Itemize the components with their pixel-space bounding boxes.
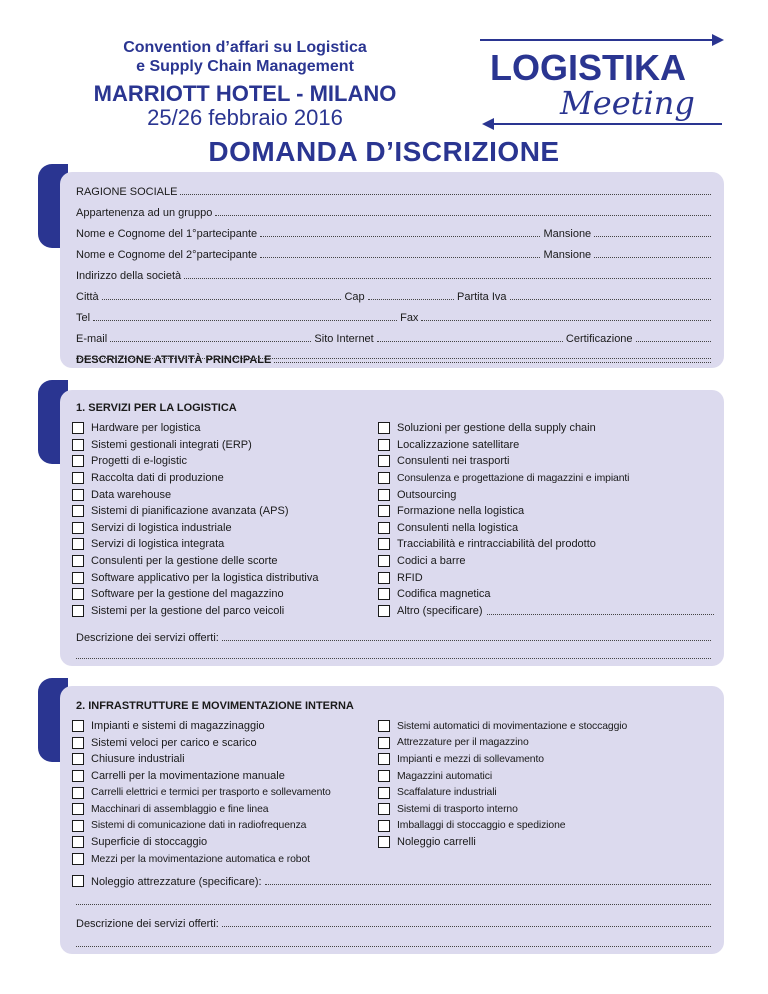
checkbox-box[interactable]	[378, 489, 390, 501]
checkbox-box[interactable]	[378, 455, 390, 467]
checkbox-box[interactable]	[72, 455, 84, 467]
checkbox-box[interactable]	[378, 538, 390, 550]
checkbox-item-sistemi-di-pianificazione-avanzata-aps[interactable]	[72, 503, 318, 520]
checkbox-label: Data warehouse	[91, 488, 172, 501]
checkbox-label: Servizi di logistica industriale	[91, 521, 232, 534]
checkbox-item-sistemi-per-la-gestione-del-parco-veicol[interactable]	[72, 603, 318, 620]
checkbox-item-formazione-nella-logistica[interactable]	[378, 503, 714, 520]
label-sito: Sito Internet	[314, 333, 374, 345]
section2-noleggio-field[interactable]	[72, 872, 714, 888]
checkbox-box[interactable]	[378, 787, 390, 799]
registration-panel	[60, 172, 724, 368]
checkbox-box[interactable]	[378, 836, 390, 848]
checkbox-box[interactable]	[72, 820, 84, 832]
checkbox-box[interactable]	[72, 737, 84, 749]
checkbox-item-progetti-di-e-logistic[interactable]	[72, 453, 318, 470]
event-hotel: MARRIOTT HOTEL - MILANO	[93, 81, 397, 106]
checkbox-box[interactable]	[378, 472, 390, 484]
section1-right-column	[378, 420, 714, 619]
label-indirizzo: Indirizzo della società	[76, 270, 182, 282]
checkbox-label: Consulenti nella logistica	[397, 521, 519, 534]
checkbox-item-raccolta-dati-di-produzione[interactable]	[72, 470, 318, 487]
checkbox-item-sistemi-di-comunicazione-dati-in-radiofr[interactable]	[72, 818, 331, 835]
checkbox-box[interactable]	[378, 572, 390, 584]
section1-panel	[60, 390, 724, 666]
label-partita-iva: Partita Iva	[457, 291, 507, 303]
checkbox-item-consulenza-e-progettazione-di-magazzini-[interactable]	[378, 470, 714, 487]
checkbox-label: Noleggio carrelli	[397, 836, 476, 849]
logistika-meeting-logo	[478, 28, 728, 138]
checkbox-box[interactable]	[72, 572, 84, 584]
section2-noleggio-line[interactable]	[76, 892, 714, 908]
event-subtitle-line1: Convention d’affari su Logistica	[123, 39, 367, 56]
checkbox-box[interactable]	[378, 439, 390, 451]
checkbox-item-sistemi-automatici-di-movimentazione-e-s[interactable]	[378, 718, 627, 735]
checkbox-item-sistemi-di-trasporto-interno[interactable]	[378, 801, 627, 818]
checkbox-item-consulenti-nella-logistica[interactable]	[378, 520, 714, 537]
checkbox-label: Scaffalature industriali	[397, 787, 497, 799]
checkbox-label: Macchinari di assemblaggio e fine linea	[91, 803, 269, 815]
label-citta: Città	[76, 291, 99, 303]
checkbox-item-carrelli-elettrici-e-termici-per-traspor[interactable]	[72, 784, 331, 801]
checkbox-item-tracciabilita-e-rintracciabilita-del-pro[interactable]	[378, 536, 714, 553]
checkbox-box[interactable]	[378, 422, 390, 434]
altro-fill-line[interactable]	[487, 613, 714, 615]
checkbox-box[interactable]	[72, 489, 84, 501]
section1-left-column	[72, 420, 318, 619]
checkbox-item-codifica-magnetica[interactable]	[378, 586, 714, 603]
checkbox-item-hardware-per-logistica[interactable]	[72, 420, 318, 437]
checkbox-item-outsourcing[interactable]	[378, 486, 714, 503]
section2-left-column	[72, 718, 331, 867]
checkbox-item-imballaggi-di-stoccaggio-e-spedizione[interactable]	[378, 818, 627, 835]
checkbox-item-consulenti-per-la-gestione-delle-scorte[interactable]	[72, 553, 318, 570]
checkbox-box[interactable]	[72, 753, 84, 765]
checkbox-label: Progetti di e-logistic	[91, 455, 187, 468]
checkbox-label: Sistemi veloci per carico e scarico	[91, 736, 257, 749]
checkbox-label: RFID	[397, 571, 423, 584]
checkbox-item-mezzi-per-la-movimentazione-automatica-e[interactable]	[72, 851, 331, 868]
checkbox-label: Raccolta dati di produzione	[91, 472, 224, 485]
label-fax: Fax	[400, 312, 419, 324]
checkbox-box[interactable]	[72, 439, 84, 451]
checkbox-label: Mezzi per la movimentazione automatica e robot	[91, 853, 310, 865]
field-citta-cap-iva[interactable]	[76, 287, 714, 303]
checkbox-box[interactable]	[378, 803, 390, 815]
checkbox-box[interactable]	[378, 555, 390, 567]
checkbox-item-servizi-di-logistica-industriale[interactable]	[72, 520, 318, 537]
checkbox-item-codici-a-barre[interactable]	[378, 553, 714, 570]
checkbox-box[interactable]	[72, 522, 84, 534]
checkbox-item-rfid[interactable]	[378, 569, 714, 586]
checkbox-box[interactable]	[378, 753, 390, 765]
section1-descrizione-line[interactable]	[76, 646, 714, 662]
checkbox-box[interactable]	[72, 803, 84, 815]
checkbox-label: Codici a barre	[397, 555, 466, 568]
label-tel: Tel	[76, 312, 91, 324]
field-partecipante-1[interactable]	[76, 224, 714, 240]
checkbox-box[interactable]	[72, 836, 84, 848]
field-email-sito-cert[interactable]	[76, 329, 714, 345]
checkbox-box[interactable]	[72, 720, 84, 732]
logo-script: Meeting	[560, 84, 695, 122]
checkbox-item-chiusure-industriali[interactable]	[72, 751, 331, 768]
checkbox-noleggio-attrezzature[interactable]	[72, 875, 84, 887]
checkbox-box[interactable]	[72, 787, 84, 799]
checkbox-box[interactable]	[72, 538, 84, 550]
field-indirizzo[interactable]	[76, 266, 714, 282]
checkbox-item-macchinari-di-assemblaggio-e-fine-linea[interactable]	[72, 801, 331, 818]
checkbox-label: Codifica magnetica	[397, 588, 491, 601]
checkbox-label: Imballaggi di stoccaggio e spedizione	[397, 820, 566, 832]
checkbox-box[interactable]	[72, 853, 84, 865]
checkbox-box[interactable]	[378, 588, 390, 600]
checkbox-label: Magazzini automatici	[397, 770, 493, 782]
checkbox-item-attrezzature-per-il-magazzino[interactable]	[378, 735, 627, 752]
checkbox-label: Consulenti per la gestione delle scorte	[91, 555, 278, 568]
label-partecipante-2: Nome e Cognome del 2°partecipante	[76, 249, 258, 261]
checkbox-item-altro[interactable]	[378, 603, 714, 620]
checkbox-label: Attrezzature per il magazzino	[397, 737, 529, 749]
event-subtitle-line2: e Supply Chain Management	[136, 58, 354, 75]
section2-descrizione-line[interactable]	[76, 934, 714, 950]
section2-right-column	[378, 718, 627, 851]
field-gruppo[interactable]	[76, 203, 714, 219]
checkbox-item-scaffalature-industriali[interactable]	[378, 784, 627, 801]
checkbox-label: Formazione nella logistica	[397, 505, 525, 518]
checkbox-box[interactable]	[72, 588, 84, 600]
section2-noleggio-label: Noleggio attrezzature (specificare):	[91, 876, 262, 888]
checkbox-label: Servizi di logistica integrata	[91, 538, 225, 551]
checkbox-label: Sistemi automatici di movimentazione e stoccaggio	[397, 720, 628, 732]
label-mansione-1: Mansione	[543, 228, 592, 240]
checkbox-box[interactable]	[72, 555, 84, 567]
label-email: E-mail	[76, 333, 108, 345]
checkbox-box[interactable]	[378, 820, 390, 832]
checkbox-item-superficie-di-stoccaggio[interactable]	[72, 834, 331, 851]
checkbox-item-noleggio-carrelli[interactable]	[378, 834, 627, 851]
checkbox-label: Sistemi di comunicazione dati in radiofrequenza	[91, 820, 307, 832]
label-descrizione-attivita: DESCRIZIONE ATTIVITÀ PRINCIPALE	[76, 354, 272, 366]
label-cap: Cap	[344, 291, 365, 303]
checkbox-label: Soluzioni per gestione della supply chain	[397, 422, 596, 435]
checkbox-item-sistemi-gestionali-integrati-erp[interactable]	[72, 437, 318, 454]
checkbox-box[interactable]	[378, 720, 390, 732]
checkbox-label: Consulenza e progettazione di magazzini e impianti	[397, 472, 630, 484]
checkbox-item-localizzazione-satellitare[interactable]	[378, 437, 714, 454]
checkbox-item-sistemi-veloci-per-carico-e-scarico[interactable]	[72, 735, 331, 752]
checkbox-label: Chiusure industriali	[91, 753, 185, 766]
checkbox-label: Consulenti nei trasporti	[397, 455, 510, 468]
checkbox-label: Impianti e sistemi di magazzinaggio	[91, 720, 265, 733]
checkbox-label: Tracciabilità e rintracciabilità del prodotto	[397, 538, 596, 551]
checkbox-label: Impianti e mezzi di sollevamento	[397, 753, 544, 765]
checkbox-label: Hardware per logistica	[91, 422, 201, 435]
label-partecipante-1: Nome e Cognome del 1°partecipante	[76, 228, 258, 240]
label-mansione-2: Mansione	[543, 249, 592, 261]
checkbox-label: Software applicativo per la logistica distributiva	[91, 571, 319, 584]
checkbox-item-impianti-e-mezzi-di-sollevamento[interactable]	[378, 751, 627, 768]
checkbox-box[interactable]	[378, 522, 390, 534]
descrizione-attivita-line[interactable]	[76, 346, 714, 362]
field-ragione-sociale[interactable]	[76, 182, 714, 198]
section2-title: 2. INFRASTRUTTURE E MOVIMENTAZIONE INTERNA	[76, 700, 354, 712]
checkbox-box[interactable]	[378, 737, 390, 749]
label-ragione-sociale: RAGIONE SOCIALE	[76, 186, 178, 198]
section2-descrizione-field[interactable]	[76, 914, 714, 930]
checkbox-item-servizi-di-logistica-integrata[interactable]	[72, 536, 318, 553]
checkbox-label: Sistemi gestionali integrati (ERP)	[91, 438, 252, 451]
checkbox-item-impianti-e-sistemi-di-magazzinaggio[interactable]	[72, 718, 331, 735]
checkbox-box[interactable]	[72, 472, 84, 484]
checkbox-box[interactable]	[72, 505, 84, 517]
label-gruppo: Appartenenza ad un gruppo	[76, 207, 213, 219]
checkbox-label: Localizzazione satellitare	[397, 438, 520, 451]
checkbox-box[interactable]	[72, 605, 84, 617]
checkbox-label: Sistemi di trasporto interno	[397, 803, 518, 815]
checkbox-item-software-applicativo-per-la-logistica-di[interactable]	[72, 569, 318, 586]
section2-panel	[60, 686, 724, 954]
checkbox-item-carrelli-per-la-movimentazione-manuale[interactable]	[72, 768, 331, 785]
checkbox-label: Carrelli per la movimentazione manuale	[91, 770, 285, 783]
checkbox-box[interactable]	[72, 770, 84, 782]
checkbox-item-software-per-la-gestione-del-magazzino[interactable]	[72, 586, 318, 603]
section1-descrizione-field[interactable]	[76, 628, 714, 644]
section1-descrizione-label: Descrizione dei servizi offerti:	[76, 632, 219, 644]
checkbox-label: Sistemi di pianificazione avanzata (APS)	[91, 505, 289, 518]
checkbox-item-soluzioni-per-gestione-della-supply-chai[interactable]	[378, 420, 714, 437]
checkbox-box[interactable]	[378, 505, 390, 517]
checkbox-box[interactable]	[378, 770, 390, 782]
section2-descrizione-label: Descrizione dei servizi offerti:	[76, 918, 219, 930]
field-partecipante-2[interactable]	[76, 245, 714, 261]
checkbox-label: Carrelli elettrici e termici per trasporto e sollevamento	[91, 787, 331, 799]
checkbox-box[interactable]	[378, 605, 390, 617]
logo-word: LOGISTIKA	[490, 47, 686, 88]
field-tel-fax[interactable]	[76, 308, 714, 324]
checkbox-item-consulenti-nei-trasporti[interactable]	[378, 453, 714, 470]
event-dates: 25/26 febbraio 2016	[147, 105, 343, 130]
checkbox-item-magazzini-automatici[interactable]	[378, 768, 627, 785]
checkbox-label: Sistemi per la gestione del parco veicoli	[91, 604, 285, 617]
checkbox-item-data-warehouse[interactable]	[72, 486, 318, 503]
checkbox-label: Outsourcing	[397, 488, 457, 501]
checkbox-box[interactable]	[72, 422, 84, 434]
checkbox-label: Software per la gestione del magazzino	[91, 588, 284, 601]
checkbox-label: Altro (specificare)	[397, 604, 483, 617]
label-certificazione: Certificazione	[565, 333, 633, 345]
page-title: DOMANDA D’ISCRIZIONE	[208, 136, 560, 167]
section1-title: 1. SERVIZI PER LA LOGISTICA	[76, 402, 237, 414]
checkbox-label: Superficie di stoccaggio	[91, 836, 208, 849]
event-header	[0, 38, 490, 130]
